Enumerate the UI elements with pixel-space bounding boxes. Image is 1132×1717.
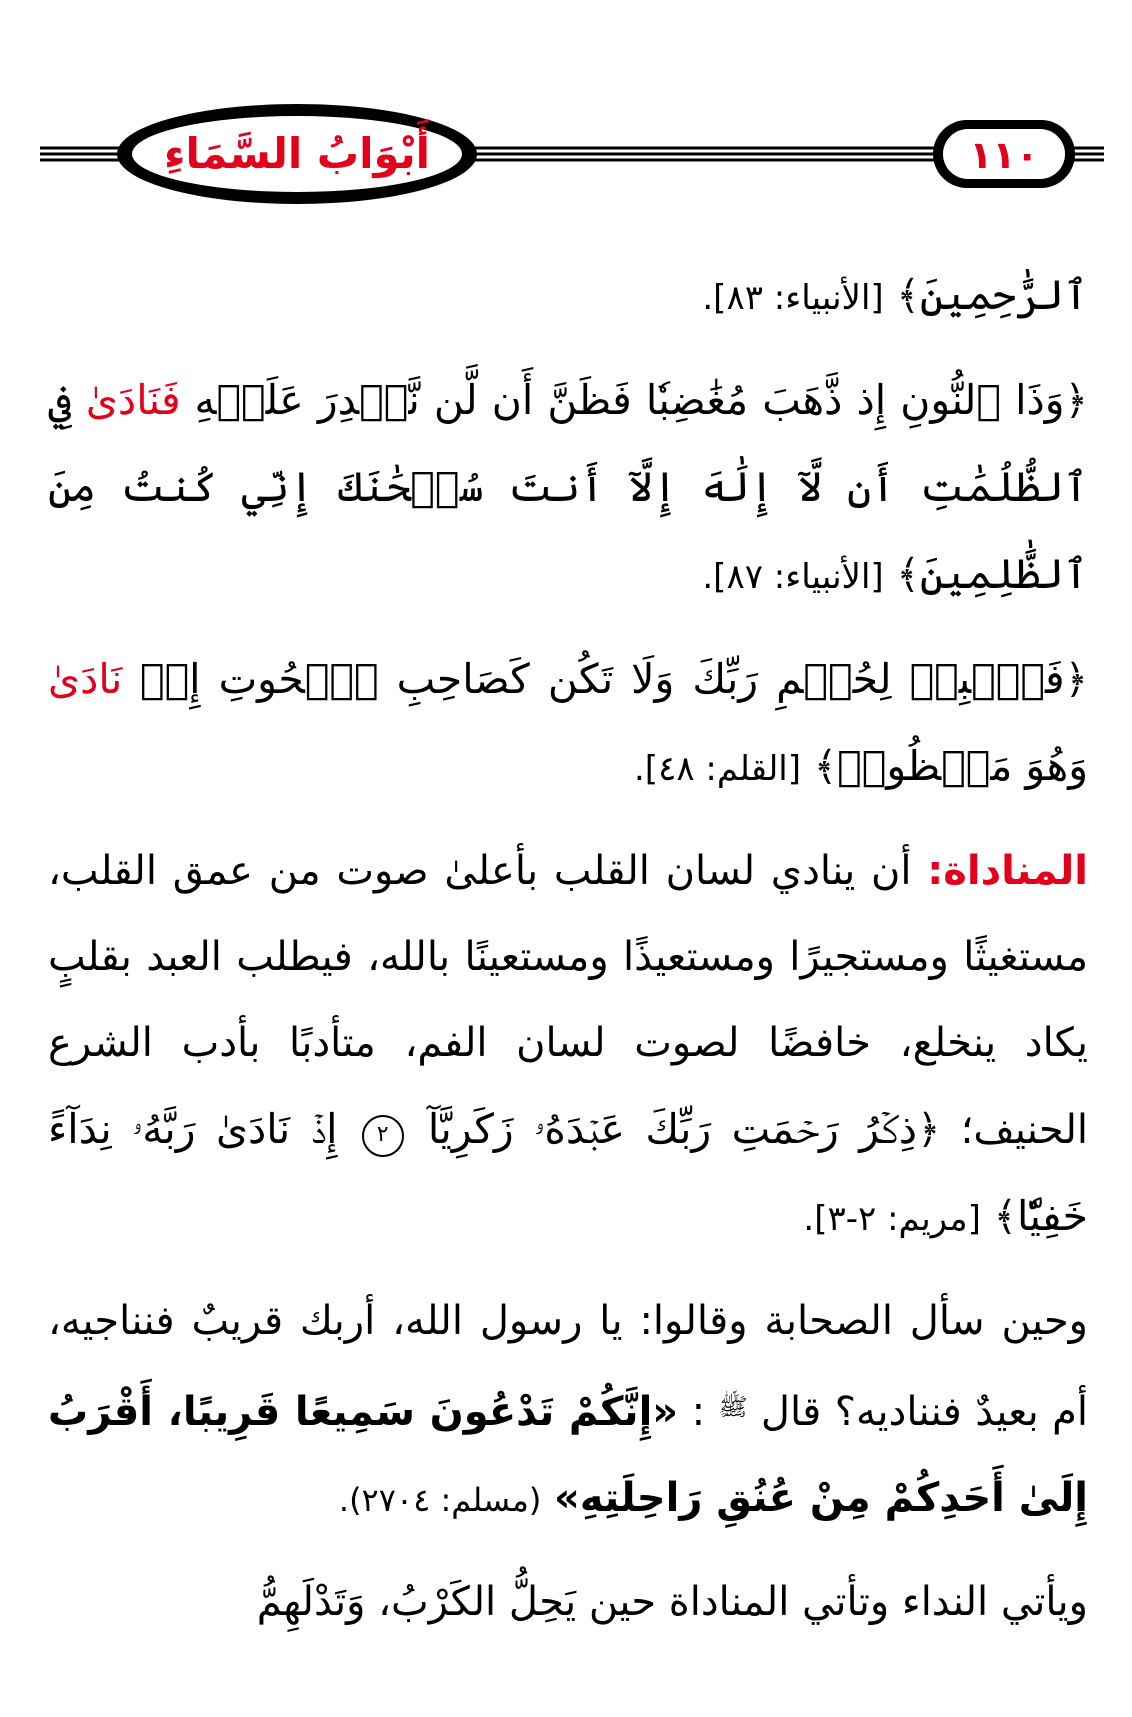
quran-text: وَهُوَ مَكۡظُومٞ <box>837 742 1088 790</box>
quran-bracket-close: ﴾ <box>813 744 838 790</box>
paragraph-4 <box>48 828 1088 1262</box>
highlighted-word: نَادَىٰ <box>48 655 123 703</box>
paragraph-2 <box>48 357 1088 620</box>
body-text: : <box>691 1389 706 1435</box>
quran-bracket-open: ﴿ <box>1064 657 1088 703</box>
page-number: ١١٠ <box>969 133 1039 177</box>
paragraph-1 <box>48 252 1088 341</box>
hadith-reference: (مسلم: ٢٧٠٤). <box>338 1481 542 1519</box>
quran-bracket-open: ﴿ <box>1064 378 1088 424</box>
body-text: أن ينادي لسان القلب بأعلىٰ صوت من عمق القلب، مستغيثًا ومستجيرًا ومستعيذًا ومستعينًا بالله، فيطلب العبد بقلبٍ يكاد ينخلع، خافضًا لصوت لسان الفم، متأدبًا بأدب الشرع الحنيف؛ <box>48 848 1088 1153</box>
defined-term: المناداة: <box>927 848 1089 894</box>
paragraph-5 <box>48 1278 1088 1543</box>
quran-bracket-close: ﴾ <box>993 1194 1018 1240</box>
verse-reference: [الأنبياء: ٨٣]. <box>702 278 884 318</box>
quran-bracket-close: ﴾ <box>896 273 920 319</box>
paragraph-6 <box>48 1559 1088 1645</box>
page-body <box>48 252 1088 1645</box>
salutation-glyph: ﷺ <box>718 1393 748 1421</box>
quran-bracket-open: ﴿ <box>917 1107 941 1153</box>
verse-reference: [الأنبياء: ٨٧]. <box>702 557 884 597</box>
quran-text: ٱلرَّٰحِمِينَ <box>919 271 1088 319</box>
verse-reference: [مريم: ٢-٣]. <box>803 1199 981 1239</box>
quran-text: ذِكۡرُ رَحۡمَتِ رَبِّكَ عَبۡدَهُۥ زَكَرِيَّآ <box>427 1105 918 1153</box>
quran-text: فِي ٱلظُّلُمَٰتِ أَن لَّآ إِلَٰهَ إِلَّآ أَنتَ سُبۡحَٰنَكَ إِنِّي كُنتُ مِنَ ٱلظَّٰلِمِينَ <box>48 376 1088 598</box>
body-text: ويأتي النداء وتأتي المناداة حين يَحِلُّ الكَرْبُ، وَتَدْلَهِمُّ <box>256 1579 1088 1625</box>
paragraph-3 <box>48 636 1088 812</box>
quran-bracket-close: ﴾ <box>896 552 920 598</box>
quran-text: وَذَا ٱلنُّونِ إِذ ذَّهَبَ مُغَٰضِبٗا فَظَنَّ أَن لَّن نَّقۡدِرَ عَلَيۡهِ <box>194 376 1065 424</box>
verse-reference: [القلم: ٤٨]. <box>633 749 802 789</box>
page-header <box>40 96 1104 216</box>
ayah-number-marker: ٢ <box>362 1115 404 1157</box>
highlighted-word: فَنَادَىٰ <box>85 376 181 424</box>
quran-text: إِذۡ نَادَىٰ رَبَّهُۥ نِدَآءً خَفِيّٗا <box>48 1105 1088 1240</box>
hadith-quote: «إِنَّكُمْ تَدْعُونَ سَمِيعًا قَرِيبًا، أَقْرَبُ إِلَىٰ أَحَدِكُمْ مِنْ عُنُقِ رَاحِلَتِهِ» <box>48 1389 1088 1521</box>
body-text: وحين سأل الصحابة وقالوا: يا رسول الله، أربك قريبٌ فنناجيه، أم بعيدٌ فنناديه؟ قال <box>48 1298 1089 1435</box>
chapter-title: أَبْوَابُ السَّمَاءِ <box>163 129 431 178</box>
quran-text: فَٱصۡبِرۡ لِحُكۡمِ رَبِّكَ وَلَا تَكُن كَصَاحِبِ ٱلۡحُوتِ إِذۡ <box>139 655 1065 703</box>
